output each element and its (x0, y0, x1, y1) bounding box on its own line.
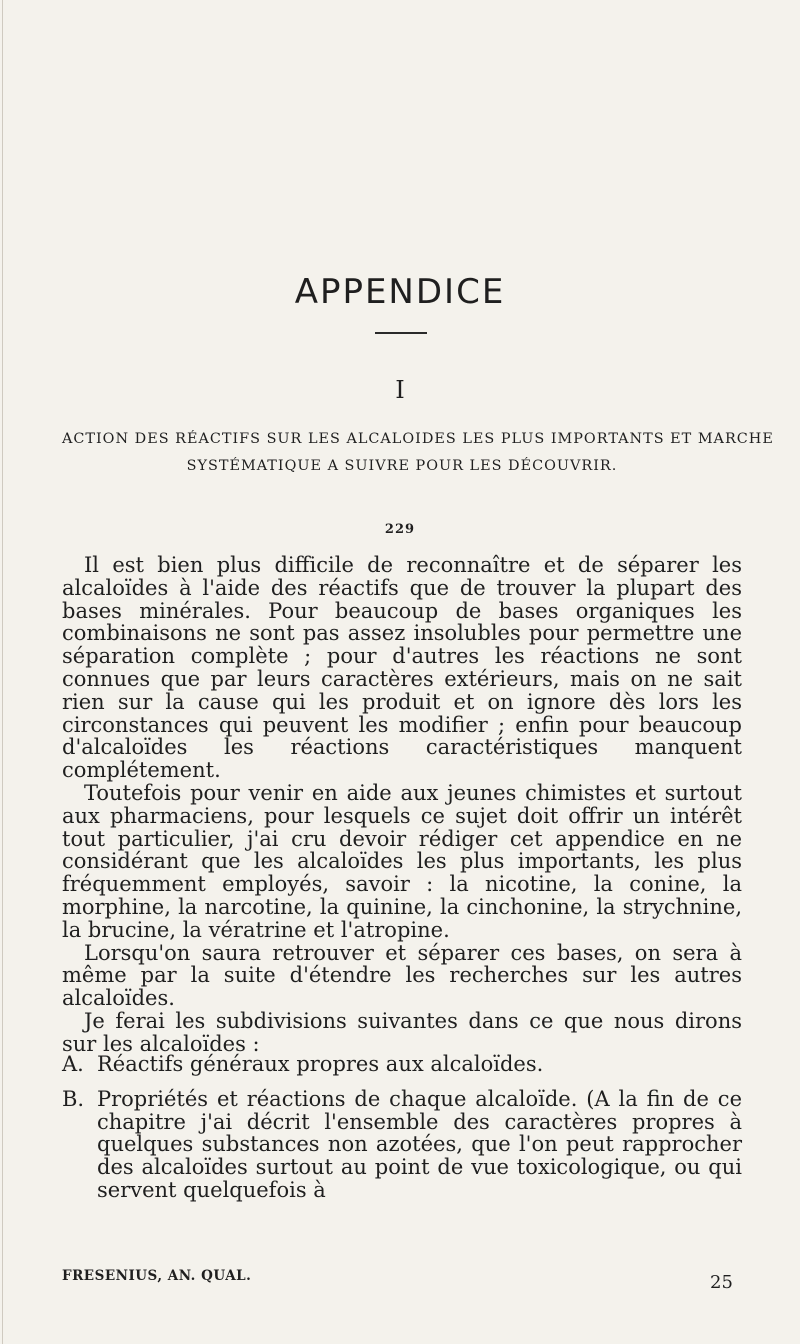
paragraph: Lorsqu'on saura retrouver et séparer ces bases, on sera à même par la suite d'étendre les recherches sur les autres alcaloïdes. (62, 940, 742, 1011)
list-item (62, 1053, 742, 1076)
title-rule (375, 332, 427, 334)
list-marker: A. (62, 1052, 84, 1076)
chapter-subtitle-line-1: ACTION DES RÉACTIFS SUR LES ALCALOIDES LES PLUS IMPORTANTS ET MARCHE (62, 431, 774, 447)
section-number: 229 (384, 522, 416, 537)
page-number: 25 (710, 1272, 733, 1293)
list-text: Réactifs généraux propres aux alcaloïdes. (97, 1052, 544, 1076)
page-title: APPENDICE (294, 272, 506, 312)
list-marker: B. (62, 1086, 85, 1111)
subdivision-list (62, 1053, 742, 1214)
chapter-subtitle-line-2: SYSTÉMATIQUE A SUIVRE POUR LES DÉCOUVRIR. (186, 458, 618, 474)
footer-signature: FRESENIUS, AN. QUAL. (62, 1268, 252, 1284)
chapter-numeral: I (395, 376, 405, 404)
list-text: Propriétés et réactions de chaque alcaloïde. (A la fin de ce chapitre j'ai décrit l'ensemble des caractères propres à quelques substances non azotées, que l'on peut rapprocher des alcaloïdes surtout au point de vue toxicologique, ou qui servent quelquefois à (97, 1086, 742, 1202)
page-edge-line (2, 0, 3, 1344)
paragraph: Toutefois pour venir en aide aux jeunes chimistes et surtout aux pharmaciens, pour lesquels ce sujet doit offrir un intérêt tout particulier, j'ai cru devoir rédiger cet appendice en ne considérant que les alcaloïdes les plus importants, les plus fréquemment employés, savoir : la nicotine, la conine, la morphine, la narcotine, la quinine, la cinchonine, la strychnine, la brucine, la vératrine et l'atropine. (62, 780, 742, 942)
paragraph: Je ferai les subdivisions suivantes dans ce que nous dirons sur les alcaloïdes : (62, 1008, 742, 1056)
paragraph: Il est bien plus difficile de reconnaître et de séparer les alcaloïdes à l'aide des réactifs que de trouver la plupart des bases minérales. Pour beaucoup de bases organiques les combinaisons ne sont pas assez insolubles pour permettre une séparation complète ; pour d'autres les réactions ne sont connues que par leurs caractères extérieurs, mais on ne sait rien sur la cause qui les produit et on ignore dès lors les circonstances qui peuvent les modifier ; enfin pour beaucoup d'alcaloïdes les réactions caractéristiques manquent complétement. (62, 553, 742, 783)
body-text (62, 554, 742, 1056)
list-item (62, 1088, 742, 1202)
